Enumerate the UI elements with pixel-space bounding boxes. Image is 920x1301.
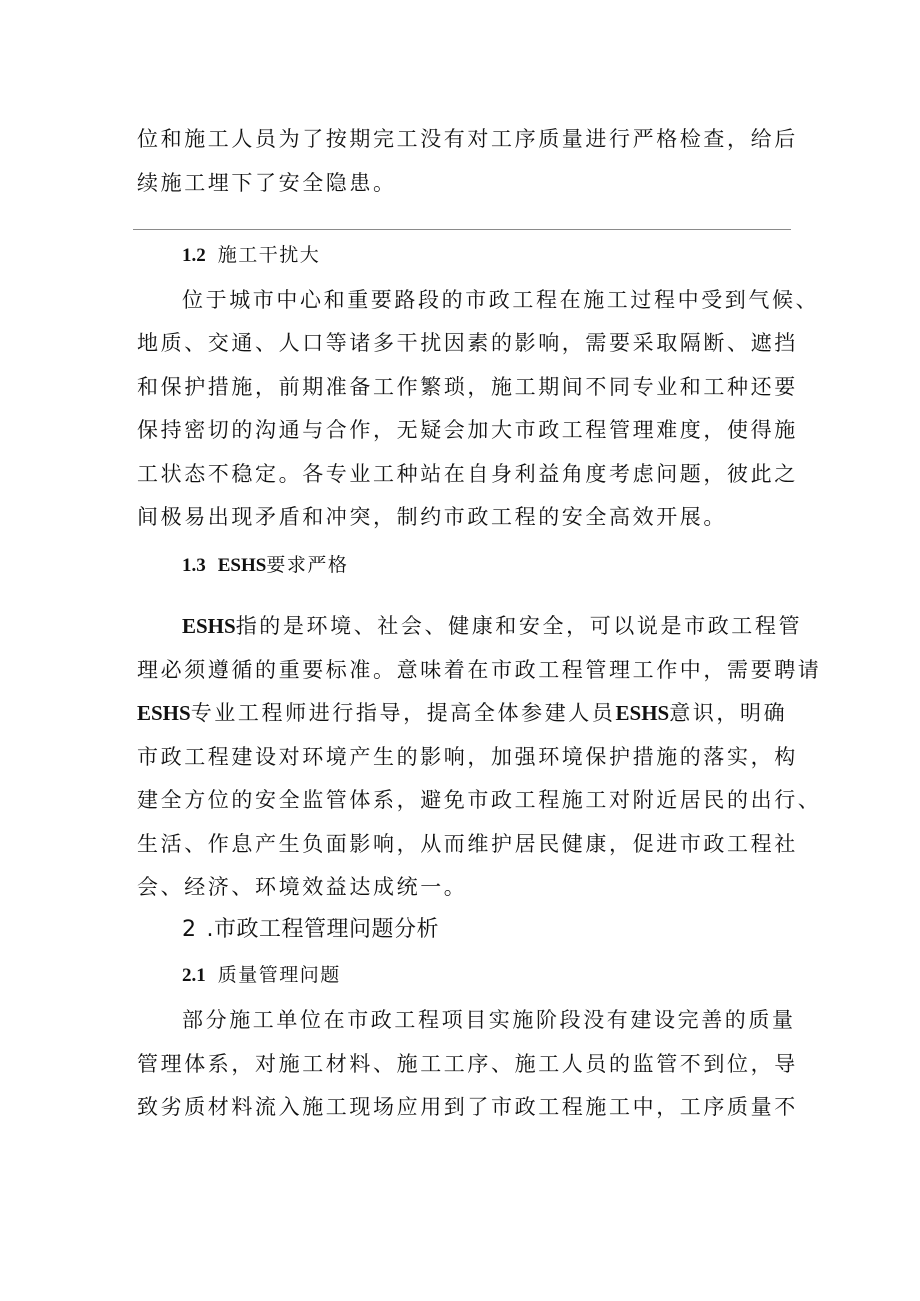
subsection-heading-1-3	[182, 550, 348, 581]
subsection-heading-1-2	[182, 240, 320, 271]
paragraph-line: 和保护措施，前期准备工作繁琐，施工期间不同专业和工种还要	[137, 375, 798, 399]
subsection-number: 1.3	[182, 555, 206, 576]
subsection-title: 质量管理问题	[217, 964, 341, 986]
section-title: .市政工程管理问题分析	[206, 917, 439, 942]
page-divider	[133, 229, 791, 230]
line-text: 专业工程师进行指导，提高全体参建人员	[190, 701, 616, 725]
paragraph-line: 续施工埋下了安全隐患。	[137, 171, 397, 195]
paragraph-line: 工状态不稳定。各专业工种站在自身利益角度考虑问题，彼此之	[137, 462, 798, 486]
line-text: 意识，明确	[669, 701, 788, 725]
acronym-eshs: ESHS	[615, 701, 670, 725]
paragraph-line: 管理体系，对施工材料、施工工序、施工人员的监管不到位，导	[137, 1052, 798, 1076]
paragraph-line: 会、经济、环境效益达成统一。	[137, 875, 468, 899]
subsection-number: 2.1	[182, 965, 206, 986]
paragraph-line: 市政工程建设对环境产生的影响，加强环境保护措施的落实，构	[137, 745, 798, 769]
paragraph-line: 位和施工人员为了按期完工没有对工序质量进行严格检查，给后	[137, 127, 798, 151]
subsection-heading-2-1	[182, 960, 341, 991]
line-text: 指的是环境、社会、健康和安全，可以说是市政工程管	[235, 614, 803, 638]
paragraph-line: 生活、作息产生负面影响，从而维护居民健康，促进市政工程社	[137, 832, 798, 856]
subsection-title: 施工干扰大	[217, 244, 321, 266]
subsection-tag: ESHS	[217, 555, 267, 576]
paragraph-line: 部分施工单位在市政工程项目实施阶段没有建设完善的质量	[182, 1008, 796, 1032]
paragraph-line: 理必须遵循的重要标准。意味着在市政工程管理工作中，需要聘请	[137, 658, 822, 682]
paragraph-line: 位于城市中心和重要路段的市政工程在施工过程中受到气候、	[182, 288, 820, 312]
subsection-number: 1.2	[182, 245, 206, 266]
paragraph-line: 地质、交通、人口等诸多干扰因素的影响，需要采取隔断、遮挡	[137, 331, 798, 355]
paragraph-line	[137, 698, 787, 728]
subsection-title: 要求严格	[266, 554, 349, 576]
section-number: 2	[182, 917, 197, 942]
paragraph-line: 间极易出现矛盾和冲突，制约市政工程的安全高效开展。	[137, 505, 727, 529]
paragraph-line: 保持密切的沟通与合作，无疑会加大市政工程管理难度，使得施	[137, 418, 798, 442]
paragraph-line: 建全方位的安全监管体系，避免市政工程施工对附近居民的出行、	[137, 788, 822, 812]
paragraph-line	[182, 611, 803, 641]
section-heading-2	[182, 914, 439, 946]
acronym-eshs: ESHS	[182, 614, 236, 638]
paragraph-line: 致劣质材料流入施工现场应用到了市政工程施工中，工序质量不	[137, 1095, 798, 1119]
acronym-eshs: ESHS	[137, 701, 191, 725]
